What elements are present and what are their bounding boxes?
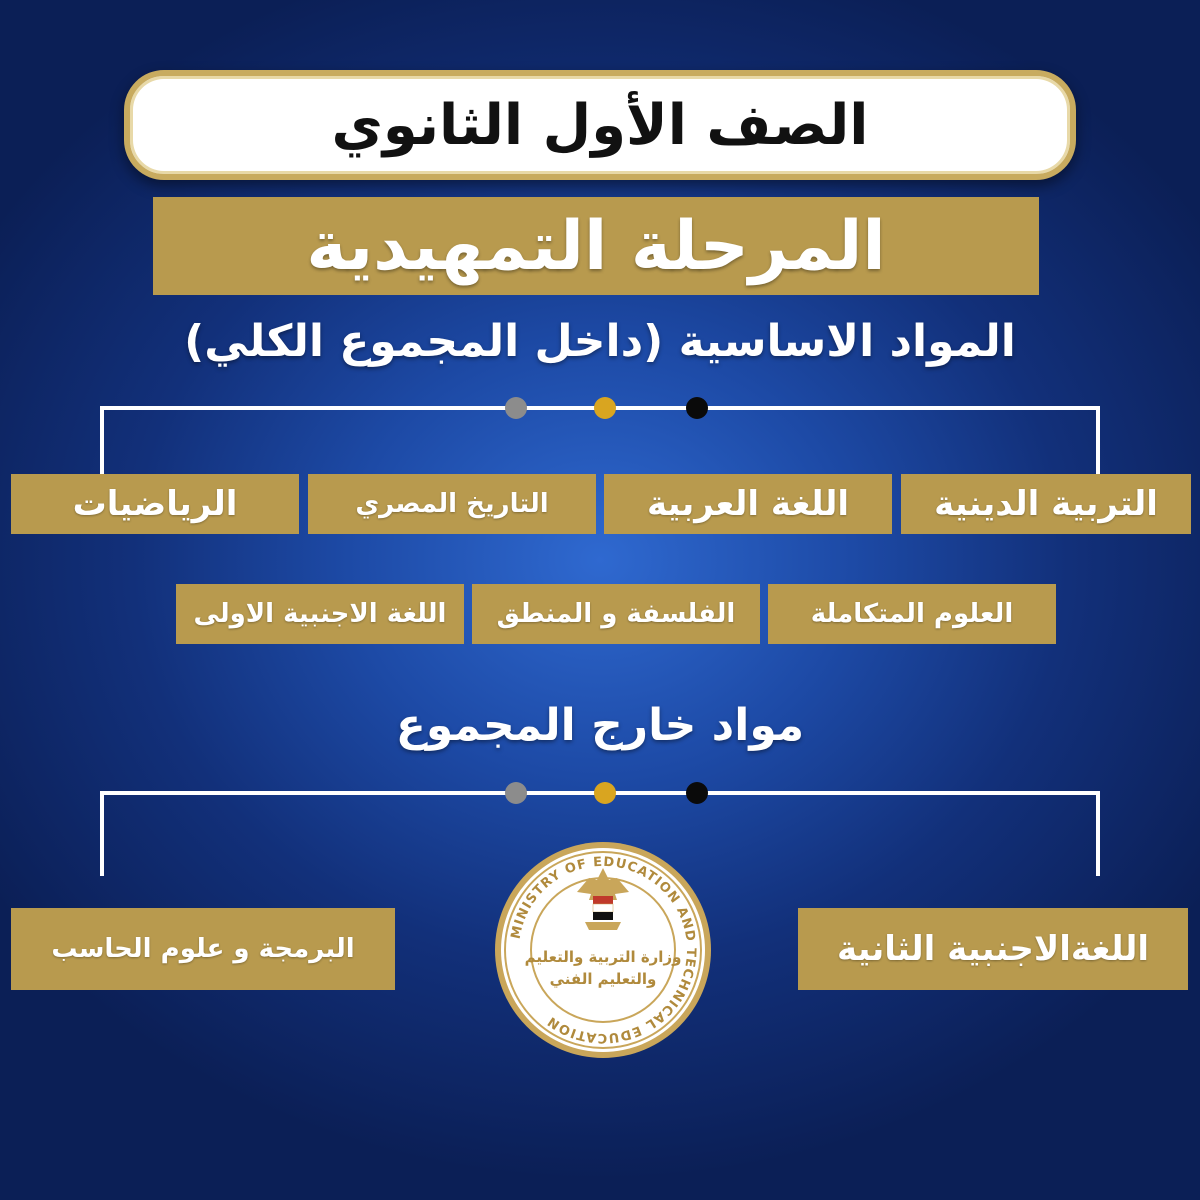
subject-arabic: اللغة العربية bbox=[604, 474, 892, 534]
subject-mathematics: الرياضيات bbox=[11, 474, 299, 534]
black-dot bbox=[686, 782, 708, 804]
subject-religious-education: التربية الدينية bbox=[901, 474, 1191, 534]
subject-second-foreign-language: اللغةالاجنبية الثانية bbox=[798, 908, 1188, 990]
gold-dot bbox=[594, 397, 616, 419]
logo-inner-text-1: وزارة التربية والتعليم bbox=[524, 948, 682, 966]
subject-egyptian-history: التاريخ المصري bbox=[308, 474, 596, 534]
subject-integrated-sciences: العلوم المتكاملة bbox=[768, 584, 1056, 644]
gray-dot bbox=[505, 397, 527, 419]
gold-dot bbox=[594, 782, 616, 804]
gray-dot bbox=[505, 782, 527, 804]
subject-first-foreign-language: اللغة الاجنبية الاولى bbox=[176, 584, 464, 644]
core-subjects-heading: المواد الاساسية (داخل المجموع الكلي) bbox=[184, 316, 1016, 367]
subject-programming-computer-science: البرمجة و علوم الحاسب bbox=[11, 908, 395, 990]
grade-title: الصف الأول الثانوي bbox=[124, 70, 1076, 180]
subject-philosophy-logic: الفلسفة و المنطق bbox=[472, 584, 760, 644]
black-dot bbox=[686, 397, 708, 419]
ministry-logo bbox=[493, 840, 713, 1060]
logo-ring-text: MINISTRY OF EDUCATION AND TECHNICAL EDUCATION bbox=[508, 854, 699, 1046]
stage-banner: المرحلة التمهيدية bbox=[153, 197, 1039, 295]
extra-subjects-heading: مواد خارج المجموع bbox=[395, 700, 805, 751]
logo-inner-text-2: والتعليم الفني bbox=[549, 970, 657, 988]
